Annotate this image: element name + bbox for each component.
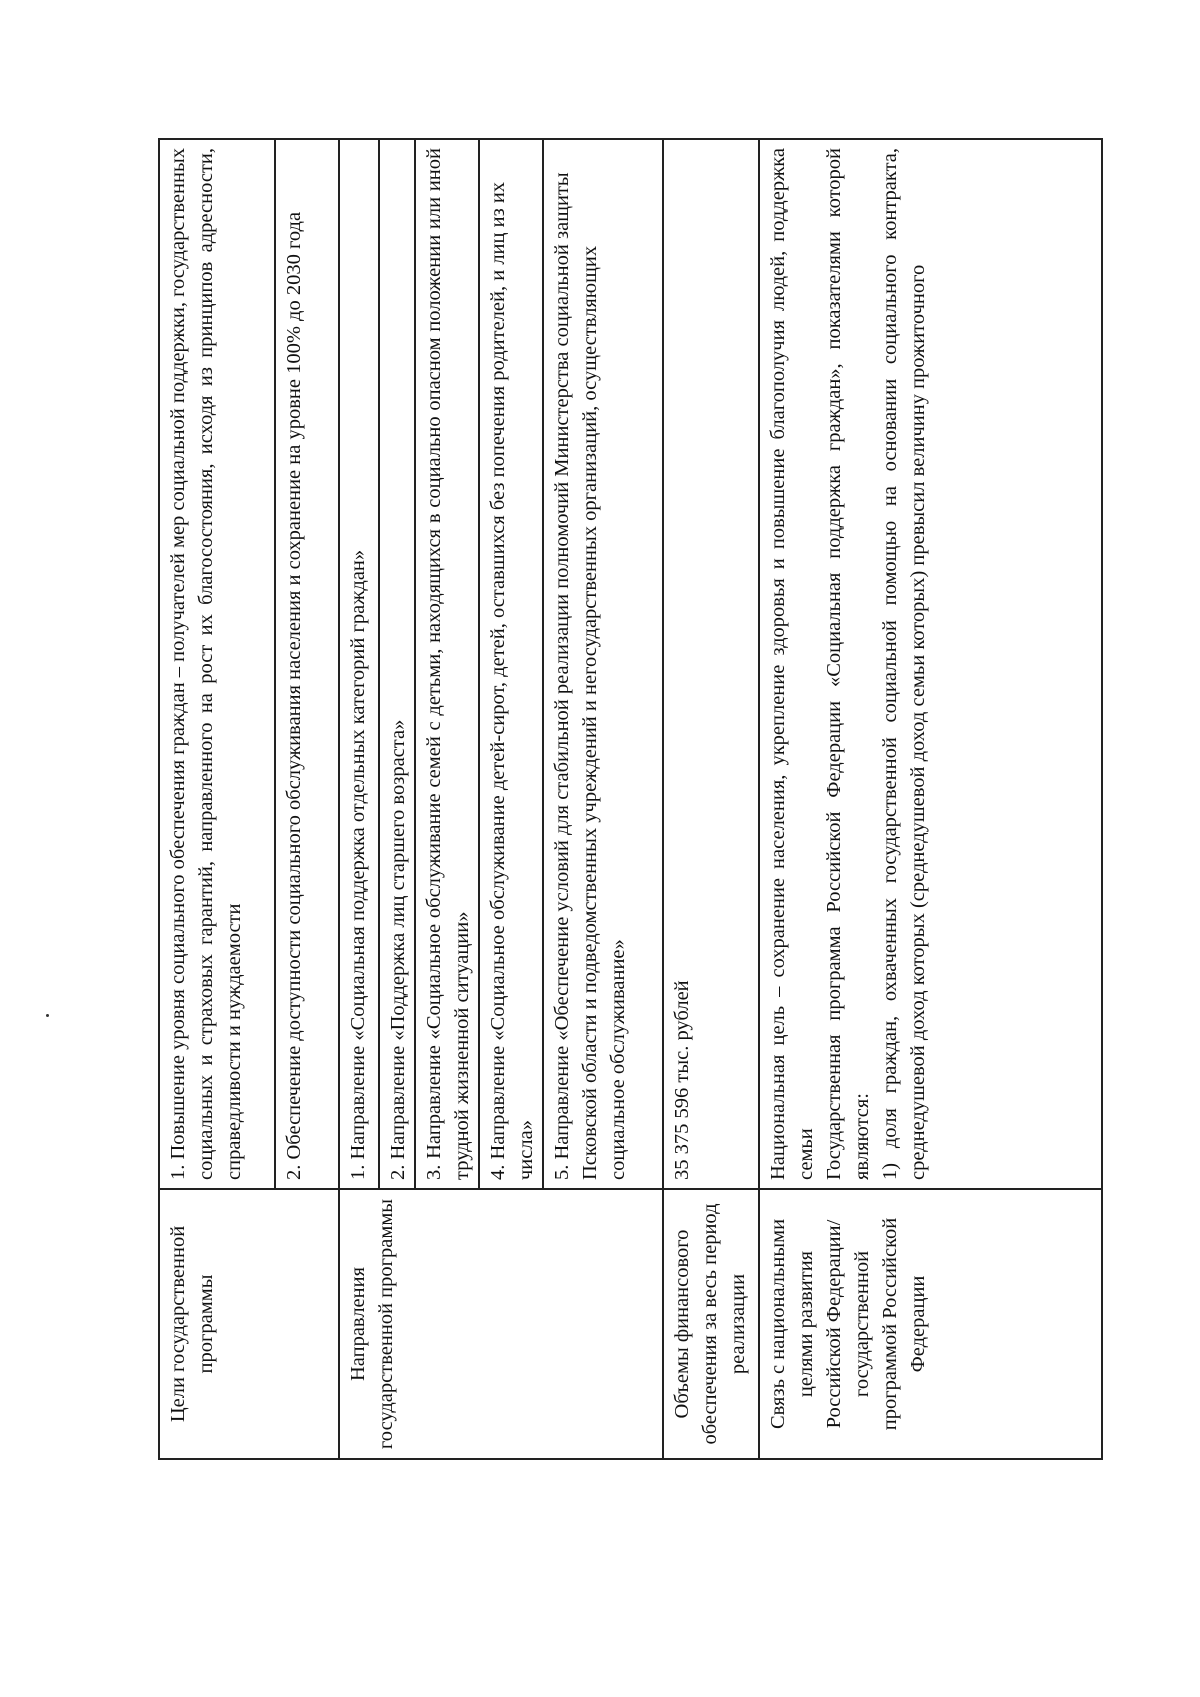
financing-label: Объемы финансового обеспечения за весь период реализации [663, 1189, 759, 1459]
direction-item-3: 3. Направление «Социальное обслуживание семей с детьми, находящихся в социально опасном положении или иной трудной жизненной ситуации» [415, 139, 479, 1189]
indicator-line: 1) доля граждан, охваченных государственной социальной помощью на основании социального контракта, среднедушевой доход которых (среднедушевой доход семьи которых) превысил величину прожиточного [879, 148, 929, 1180]
directions-label: Направления государственной программы [339, 1189, 663, 1459]
direction-item-5: 5. Направление «Обеспечение условий для стабильной реализации полномочий Министерства социальной защиты Псковской области и подведомственных учреждений и негосударственных организаций, осуществляющих социальное обслуживание» [543, 139, 663, 1189]
financing-value: 35 375 596 тыс. рублей [663, 139, 759, 1189]
direction-item-4: 4. Направление «Социальное обслуживание детей-сирот, детей, оставшихся без попечения родителей, и лиц из их числа» [479, 139, 543, 1189]
state-program-line: Государственная программа Российской Федерации «Социальная поддержка граждан», показателями которой являются: [823, 148, 873, 1180]
goal-item-1: 1. Повышение уровня социального обеспечения граждан – получателей мер социальной поддержки, государственных социальных и страховых гарантий, направленного на рост их благосостояния, исходя из принципов адресности, справедливости и нуждаемости [159, 139, 275, 1189]
passport-table [158, 138, 1103, 1460]
goals-label: Цели государственной программы [159, 1189, 339, 1459]
direction-item-1: 1. Направление «Социальная поддержка отдельных категорий граждан» [339, 139, 379, 1189]
scan-dot [46, 1014, 49, 1017]
national-goal-line: Национальная цель – сохранение населения, укрепление здоровья и повышение благополучия людей, поддержка семьи [767, 148, 817, 1180]
rotated-page [158, 140, 1103, 1460]
national-goals-label: Связь с национальными целями развития Российской Федерации/государственной программой Российской Федерации [759, 1189, 1102, 1459]
national-goals-text [759, 139, 1102, 1189]
goal-item-2: 2. Обеспечение доступности социального обслуживания населения и сохранение на уровне 100% до 2030 года [275, 139, 339, 1189]
direction-item-2: 2. Направление «Поддержка лиц старшего возраста» [379, 139, 415, 1189]
